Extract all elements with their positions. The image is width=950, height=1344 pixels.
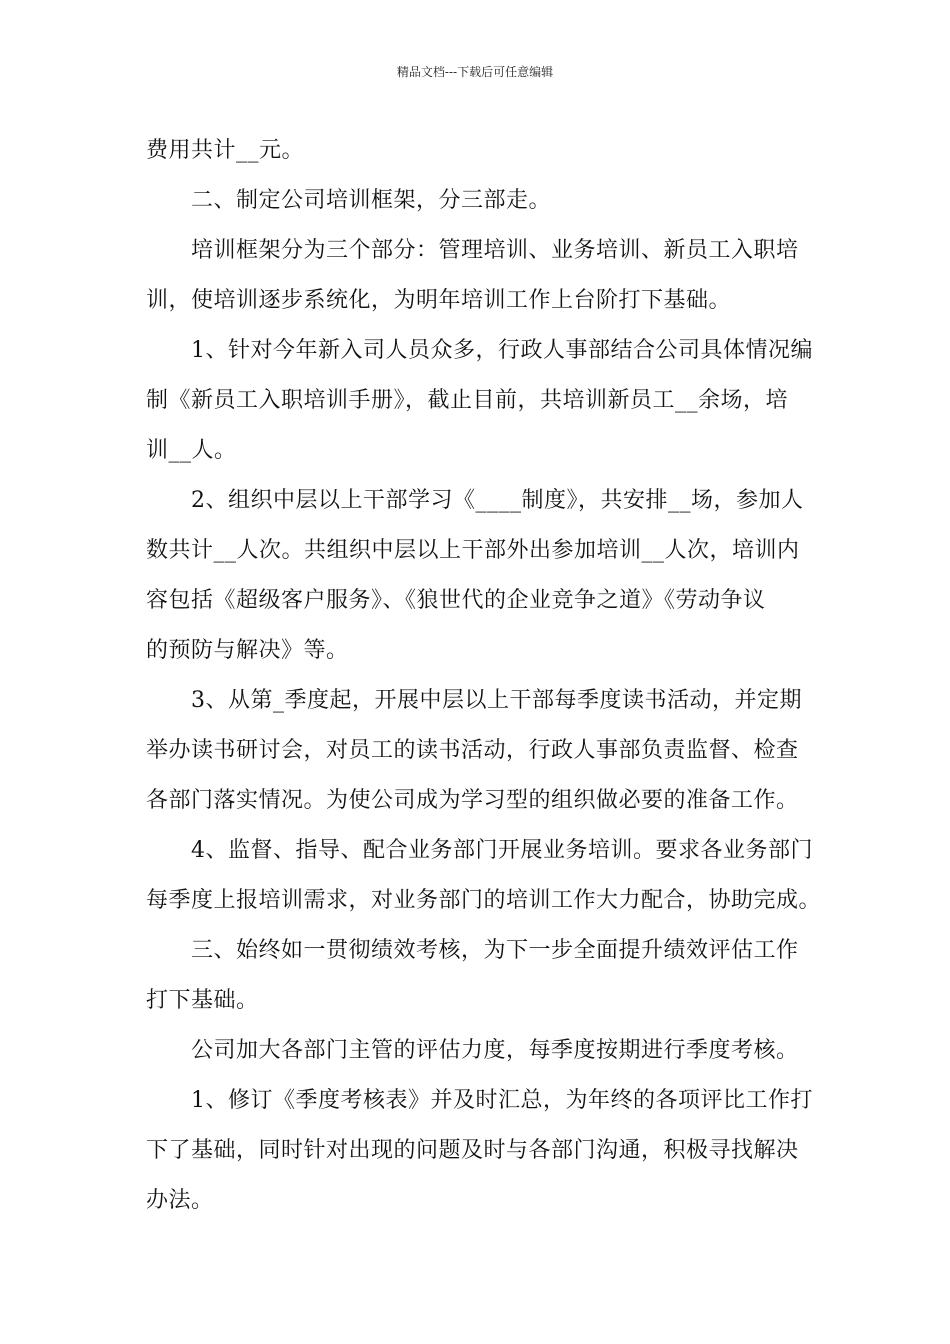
- text-line: 训，使培训逐步系统化，为明年培训工作上台阶打下基础。: [146, 288, 732, 313]
- text-line: 下了基础，同时针对出现的问题及时与各部门沟通，积极寻找解决: [146, 1138, 799, 1163]
- text-line: 4、监督、指导、配合业务部门开展业务培训。要求各业务部门: [191, 838, 813, 863]
- text-line: 1、修订《季度考核表》并及时汇总，为年终的各项评比工作打: [191, 1088, 813, 1113]
- text-line: 3、从第_季度起，开展中层以上干部每季度读书活动，并定期: [191, 688, 802, 713]
- text-line: 公司加大各部门主管的评估力度，每季度按期进行季度考核。: [191, 1038, 799, 1063]
- section-heading: 二、制定公司培训框架，分三部走。: [191, 188, 552, 213]
- text-line: 2、组织中层以上干部学习《____制度》，共安排__场，参加人: [191, 488, 804, 513]
- text-line: 1、针对今年新入司人员众多，行政人事部结合公司具体情况编: [191, 338, 813, 363]
- text-line: 训__人。: [146, 438, 237, 463]
- text-line: 容包括《超级客户服务》、《狼世代的企业竞争之道》《劳动争议: [146, 588, 766, 613]
- text-line: 每季度上报培训需求，对业务部门的培训工作大力配合，协助完成。: [146, 888, 822, 913]
- section-heading: 三、始终如一贯彻绩效考核，为下一步全面提升绩效评估工作: [191, 938, 799, 963]
- text-line: 各部门落实情况。为使公司成为学习型的组织做必要的准备工作。: [146, 788, 799, 813]
- text-line: 打下基础。: [146, 988, 259, 1013]
- page-header-watermark: 精品文档---下载后可任意编辑: [396, 65, 554, 79]
- document-body: [146, 126, 822, 1226]
- text-line: 举办读书研讨会，对员工的读书活动，行政人事部负责监督、检查: [146, 738, 799, 763]
- text-line: 的预防与解决》等。: [146, 638, 349, 663]
- text-line: 培训框架分为三个部分：管理培训、业务培训、新员工入职培: [191, 238, 799, 263]
- text-line: 数共计__人次。共组织中层以上干部外出参加培训__人次，培训内: [146, 538, 800, 563]
- text-line: 制《新员工入职培训手册》，截止目前，共培训新员工__余场，培: [146, 388, 789, 413]
- text-line: 办法。: [146, 1188, 214, 1213]
- text-line: 费用共计__元。: [146, 138, 305, 163]
